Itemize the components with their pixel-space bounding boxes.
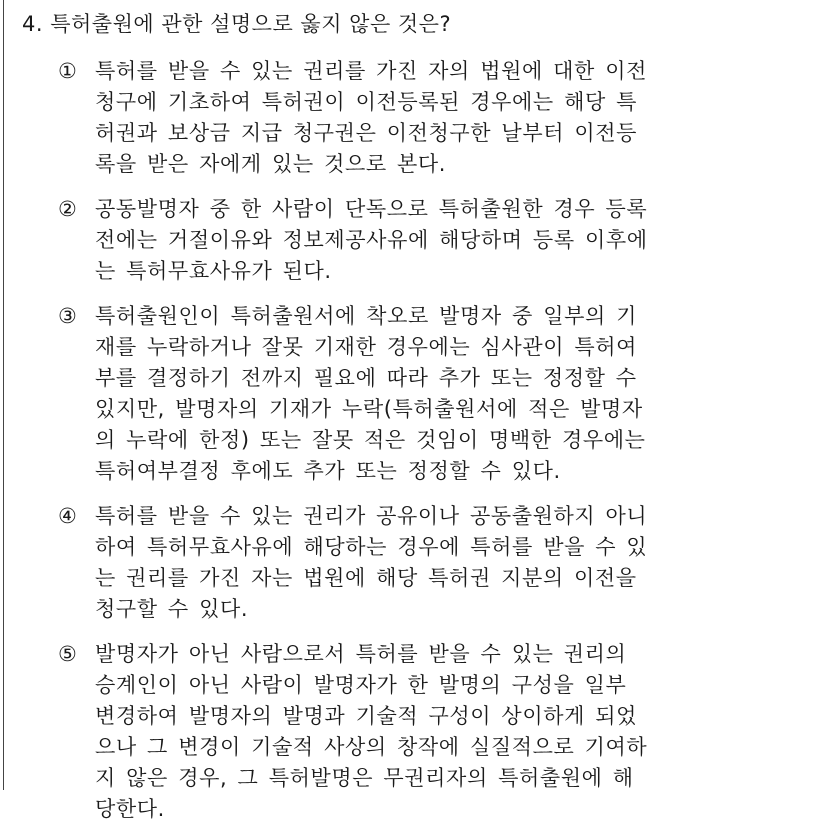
- choice-line: 공동발명자 중 한 사람이 단독으로 특허출원한 경우 등록: [95, 197, 648, 221]
- choice-line: 승계인이 아닌 사람이 발명자가 한 발명의 구성을 일부: [95, 673, 627, 697]
- choice-marker: ②: [58, 197, 77, 221]
- choice-marker: ④: [58, 504, 77, 528]
- choice-line: 부를 결정하기 전까지 필요에 따라 추가 또는 정정할 수: [95, 366, 637, 390]
- choice-line: 당한다.: [95, 797, 165, 821]
- choice-line: 특허를 받을 수 있는 권리가 공유이나 공동출원하지 아니: [95, 504, 648, 528]
- choice-line: 특허여부결정 후에도 추가 또는 정정할 수 있다.: [95, 459, 561, 483]
- choice-line: 변경하여 발명자의 발명과 기술적 구성이 상이하게 되었: [95, 704, 638, 728]
- choice-line: 특허출원인이 특허출원서에 착오로 발명자 중 일부의 기: [95, 304, 638, 328]
- choice-line: 청구에 기초하여 특허권이 이전등록된 경우에는 해당 특: [95, 90, 638, 114]
- choice-line: 의 누락에 한정) 또는 잘못 적은 것임이 명백한 경우에는: [95, 428, 646, 452]
- choice-marker: ⑤: [58, 642, 77, 666]
- choice-line: 으나 그 변경이 기술적 사상의 창작에 실질적으로 기여하: [95, 735, 648, 759]
- choice-2[interactable]: [58, 194, 798, 287]
- choice-3[interactable]: [58, 301, 798, 487]
- choice-line: 발명자가 아닌 사람으로서 특허를 받을 수 있는 권리의: [95, 642, 627, 666]
- choice-1[interactable]: [58, 56, 798, 180]
- choice-line: 지 않은 경우, 그 특허발명은 무권리자의 특허출원에 해: [95, 766, 634, 790]
- choice-line: 청구할 수 있다.: [95, 597, 249, 621]
- choice-line: 하여 특허무효사유에 해당하는 경우에 특허를 받을 수 있: [95, 535, 648, 559]
- choice-5[interactable]: [58, 639, 798, 825]
- left-border: [3, 0, 4, 790]
- choice-line: 허권과 보상금 지급 청구권은 이전청구한 날부터 이전등: [95, 121, 638, 145]
- choice-line: 는 특허무효사유가 된다.: [95, 259, 332, 283]
- choice-line: 특허를 받을 수 있는 권리를 가진 자의 법원에 대한 이전: [95, 59, 647, 83]
- choice-marker: ①: [58, 59, 77, 83]
- question-number: 4.: [22, 12, 44, 36]
- choice-line: 재를 누락하거나 잘못 기재한 경우에는 심사관이 특허여: [95, 335, 638, 359]
- choice-line: 있지만, 발명자의 기재가 누락(특허출원서에 적은 발명자: [95, 397, 643, 421]
- choice-line: 는 권리를 가진 자는 법원에 해당 특허권 지분의 이전을: [95, 566, 637, 590]
- choice-line: 록을 받은 자에게 있는 것으로 본다.: [95, 152, 447, 176]
- choice-4[interactable]: [58, 501, 798, 625]
- question-text: 특허출원에 관한 설명으로 옳지 않은 것은?: [50, 12, 452, 36]
- choice-line: 전에는 거절이유와 정보제공사유에 해당하며 등록 이후에: [95, 228, 648, 252]
- choice-list: [58, 56, 798, 839]
- choice-marker: ③: [58, 304, 77, 328]
- question-stem: [22, 8, 451, 40]
